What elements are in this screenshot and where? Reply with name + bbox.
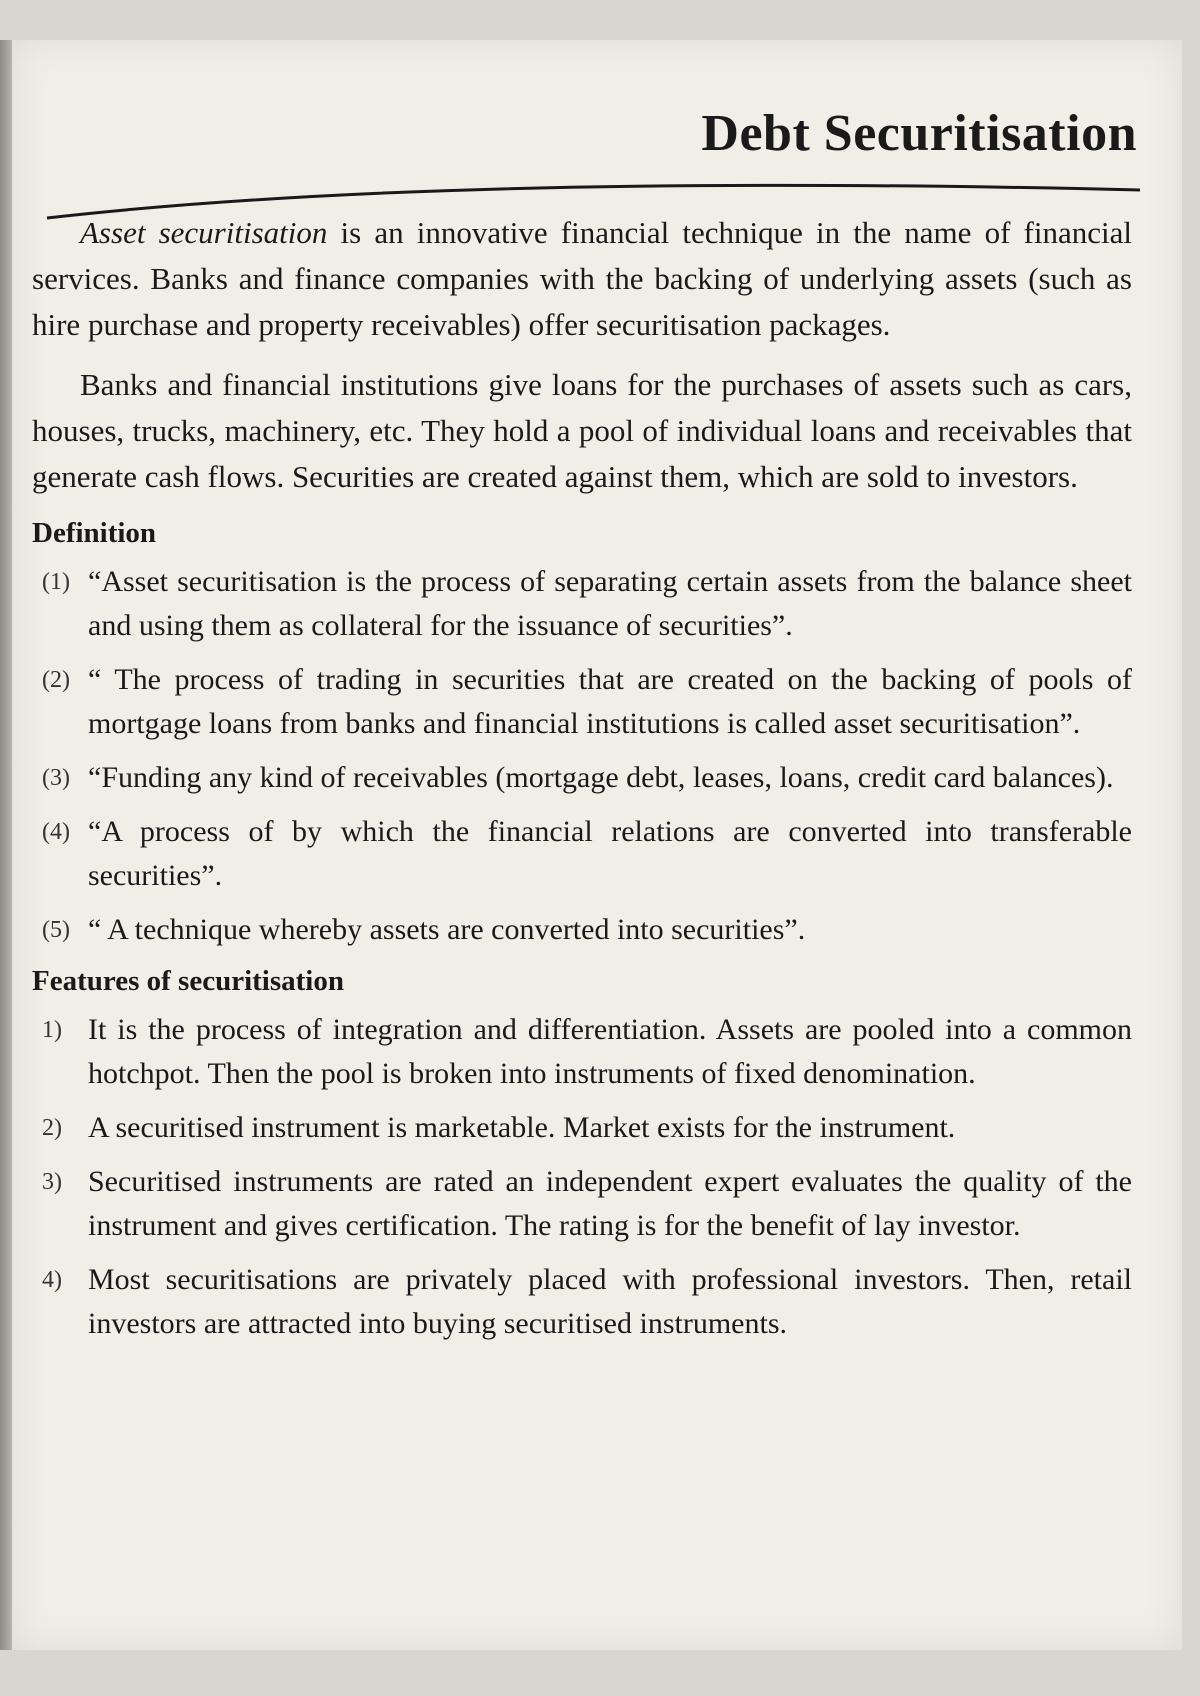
feature-item-number: 3)	[42, 1169, 62, 1195]
second-paragraph: Banks and financial institutions give loans for the purchases of assets such as cars, houses, trucks, machinery, etc. They hold a pool of individual loans and receivables that generate cash flows. Securities are created against them, which are sold to investors.	[32, 367, 1132, 494]
definition-item	[42, 908, 1132, 952]
feature-item	[42, 1106, 1132, 1150]
feature-item-text: It is the process of integration and differentiation. Assets are pooled into a common hotchpot. Then the pool is broken into instruments of fixed denomination.	[88, 1013, 1132, 1090]
intro-rest: is an innovative financial technique in the name of financial services. Banks and finance companies with the backing of underlying assets (such as hire purchase and property receivables) offer securitisation packages.	[32, 215, 1132, 342]
definition-item-number: (4)	[42, 819, 70, 845]
definition-heading: Definition	[32, 517, 157, 549]
definition-item-text: “Funding any kind of receivables (mortgage debt, leases, loans, credit card balances).	[88, 761, 1114, 794]
definition-item	[42, 810, 1132, 898]
feature-item-number: 1)	[42, 1017, 62, 1043]
definition-item-text: “ The process of trading in securities that are created on the backing of pools of mortgage loans from banks and financial institutions is called asset securitisation”.	[88, 663, 1132, 740]
body-text	[32, 210, 1132, 1356]
definition-item-text: “Asset securitisation is the process of separating certain assets from the balance sheet and using them as collateral for the issuance of securities”.	[88, 565, 1132, 642]
definition-item	[42, 756, 1132, 800]
feature-item-text: A securitised instrument is marketable. Market exists for the instrument.	[88, 1111, 956, 1144]
intro-paragraph	[32, 210, 1132, 348]
definition-item	[42, 560, 1132, 648]
feature-item	[42, 1258, 1132, 1346]
definition-item-number: (2)	[42, 667, 70, 693]
definition-item-text: “ A technique whereby assets are converted into securities”.	[88, 913, 806, 946]
feature-item-text: Most securitisations are privately placed with professional investors. Then, retail investors are attracted into buying securitised instruments.	[88, 1263, 1132, 1340]
definition-item-number: (3)	[42, 765, 70, 791]
feature-item-number: 4)	[42, 1267, 62, 1293]
feature-item-number: 2)	[42, 1115, 62, 1141]
definition-item-number: (1)	[42, 569, 70, 595]
features-list	[32, 1008, 1132, 1346]
document-page	[12, 40, 1182, 1650]
feature-item	[42, 1160, 1132, 1248]
features-heading: Features of securitisation	[32, 965, 344, 997]
definition-item	[42, 658, 1132, 746]
definition-item-text: “A process of by which the financial relations are converted into transferable securities”.	[88, 815, 1132, 892]
feature-item	[42, 1008, 1132, 1096]
intro-lead-italic: Asset securitisation	[80, 215, 328, 250]
page-title: Debt Securitisation	[701, 105, 1137, 162]
definition-list	[32, 560, 1132, 952]
definition-item-number: (5)	[42, 917, 70, 943]
feature-item-text: Securitised instruments are rated an independent expert evaluates the quality of the instrument and gives certification. The rating is for the benefit of lay investor.	[88, 1165, 1132, 1242]
